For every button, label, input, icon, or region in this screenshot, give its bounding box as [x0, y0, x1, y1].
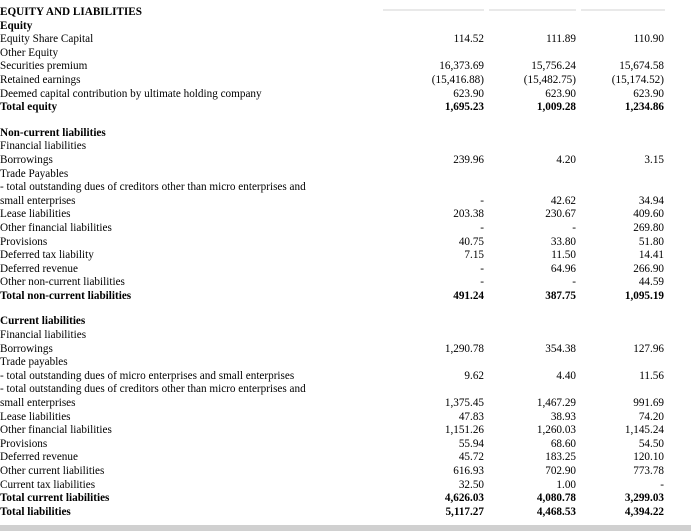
row-label-nc-tp-other-line2: small enterprises: [0, 194, 76, 207]
table-row: [0, 424, 691, 438]
row-label-nc-lease-liabilities: Lease liabilities: [0, 208, 71, 221]
value-cl-current-tax-c1: 32.50: [458, 478, 484, 491]
total-row-current: [0, 492, 691, 506]
value-nc-borrowings-c1: 239.96: [453, 153, 484, 166]
row-label-total-equity: Total equity: [0, 101, 58, 114]
row-label-current-tax-liabilities: Current tax liabilities: [0, 478, 96, 491]
current-heading-row: [0, 315, 691, 329]
table-row: [0, 465, 691, 479]
table-row: [0, 222, 691, 236]
value-total-non-current-c1: 491.24: [453, 289, 484, 302]
table-row: [0, 195, 691, 209]
value-cl-other-c1: 616.93: [453, 465, 484, 477]
current-heading: Current liabilities: [0, 315, 86, 328]
table-row: [0, 383, 691, 397]
value-cl-provisions-c2: 68.60: [550, 437, 576, 450]
carried-rule-col3: [581, 9, 665, 11]
non-current-heading: Non-current liabilities: [0, 126, 106, 139]
value-nc-lease-c3: 409.60: [633, 208, 664, 221]
row-label-deemed-capital-contribution: Deemed capital contribution by ultimate holding company: [0, 87, 262, 100]
row-label-other-current-liabilities: Other current liabilities: [0, 465, 105, 477]
value-nc-lease-c2: 230.67: [545, 208, 576, 221]
equity-and-liabilities-table: [0, 6, 691, 519]
value-cl-provisions-c1: 55.94: [458, 437, 484, 450]
table-row: [0, 397, 691, 411]
row-label-securities-premium: Securities premium: [0, 60, 88, 73]
value-cl-deferred-revenue-c1: 45.72: [458, 451, 484, 464]
table-row: [0, 140, 691, 154]
value-cl-borrowings-c2: 354.38: [545, 342, 576, 355]
table-row: [0, 411, 691, 425]
row-label-cl-provisions: Provisions: [0, 437, 48, 450]
value-cl-deferred-revenue-c2: 183.25: [545, 451, 576, 464]
value-nc-tp-other-c3: 34.94: [638, 194, 664, 207]
value-total-current-c3: 3,299.03: [624, 492, 664, 505]
row-label-cl-other-financial: Other financial liabilities: [0, 424, 112, 437]
table-row: [0, 60, 691, 74]
table-row: [0, 88, 691, 102]
row-label-cl-tp-micro: - total outstanding dues of micro enterprises and small enterprises: [0, 369, 295, 382]
value-share-capital-c1: 114.52: [453, 33, 484, 46]
row-label-cl-trade-payables: Trade payables: [0, 356, 68, 369]
non-current-heading-row: [0, 127, 691, 141]
value-nc-other-financial-c1: -: [480, 221, 484, 234]
row-label-nc-trade-payables: Trade Payables: [0, 167, 69, 180]
row-label-other-equity: Other Equity: [0, 46, 59, 59]
page-cutoff-band: [0, 525, 691, 531]
table-row: [0, 208, 691, 222]
value-share-capital-c2: 111.89: [546, 33, 576, 46]
table-row: [0, 343, 691, 357]
row-label-deferred-tax-liability: Deferred tax liability: [0, 249, 94, 262]
value-cl-tp-micro-c2: 4.40: [556, 369, 576, 382]
table-row: [0, 236, 691, 250]
table-row: [0, 451, 691, 465]
row-label-cl-financial-liabilities: Financial liabilities: [0, 329, 87, 342]
balance-sheet-page: [0, 6, 691, 531]
carried-rule-col2: [489, 9, 576, 11]
value-cl-borrowings-c1: 1,290.78: [444, 342, 484, 355]
table-row: [0, 370, 691, 384]
value-nc-provisions-c1: 40.75: [458, 235, 484, 248]
spacer-row: [0, 303, 691, 315]
value-cl-tp-other-c1: 1,375.45: [444, 397, 484, 410]
value-nc-deferred-revenue-c3: 266.90: [633, 262, 664, 275]
table-row: [0, 181, 691, 195]
value-cl-tp-other-c2: 1,467.29: [536, 397, 576, 410]
value-cl-lease-c1: 47.83: [458, 410, 484, 423]
value-cl-other-financial-c1: 1,151.26: [444, 424, 484, 437]
table-row: [0, 47, 691, 61]
value-retained-earnings-c1: (15,416.88): [431, 73, 484, 86]
value-cl-tp-micro-c1: 9.62: [464, 369, 484, 382]
table-row: [0, 329, 691, 343]
value-nc-deferred-tax-c1: 7.15: [464, 249, 484, 262]
value-total-liabilities-c2: 4,468.53: [536, 505, 576, 518]
row-label-total-liabilities: Total liabilities: [0, 505, 71, 518]
value-securities-premium-c1: 16,373.69: [439, 60, 484, 73]
table-row: [0, 249, 691, 263]
value-cl-other-financial-c2: 1,260.03: [536, 424, 576, 437]
value-cl-current-tax-c3: -: [660, 478, 664, 491]
table-row: [0, 438, 691, 452]
value-retained-earnings-c3: (15,174.52): [611, 73, 664, 86]
value-nc-other-financial-c2: -: [572, 221, 576, 234]
total-row-liabilities: [0, 506, 691, 520]
row-label-total-current: Total current liabilities: [0, 492, 110, 505]
row-label-nc-other-financial: Other financial liabilities: [0, 221, 112, 234]
row-label-retained-earnings: Retained earnings: [0, 73, 81, 86]
row-label-nc-financial-liabilities: Financial liabilities: [0, 140, 87, 153]
equity-heading-row: [0, 20, 691, 34]
table-row: [0, 33, 691, 47]
value-cl-other-financial-c3: 1,145.24: [624, 424, 664, 437]
value-nc-other-c1: -: [480, 276, 484, 289]
value-nc-provisions-c3: 51.80: [638, 235, 664, 248]
value-total-non-current-c3: 1,095.19: [624, 289, 664, 302]
value-cl-tp-other-c3: 991.69: [633, 397, 664, 410]
value-cl-tp-micro-c3: 11.56: [639, 369, 664, 382]
value-nc-lease-c1: 203.38: [453, 208, 484, 221]
value-nc-deferred-tax-c3: 14.41: [638, 249, 664, 262]
row-label-total-non-current: Total non-current liabilities: [0, 289, 132, 302]
row-label-nc-provisions: Provisions: [0, 235, 48, 248]
value-nc-deferred-revenue-c1: -: [480, 262, 484, 275]
value-retained-earnings-c2: (15,482.75): [523, 73, 576, 86]
value-nc-deferred-revenue-c2: 64.96: [550, 262, 576, 275]
table-row: [0, 263, 691, 277]
value-nc-tp-other-c2: 42.62: [550, 194, 576, 207]
table-row: [0, 479, 691, 493]
value-nc-deferred-tax-c2: 11.50: [551, 249, 576, 262]
value-deemed-capital-c2: 623.90: [545, 87, 576, 100]
equity-heading: Equity: [0, 19, 33, 32]
total-row-equity: [0, 101, 691, 115]
value-nc-other-c3: 44.59: [638, 276, 664, 289]
row-label-cl-tp-other-line1: - total outstanding dues of creditors other than micro enterprises and: [0, 383, 306, 396]
value-nc-tp-other-c1: -: [480, 194, 484, 207]
value-cl-deferred-revenue-c3: 120.10: [633, 451, 664, 464]
row-label-cl-borrowings: Borrowings: [0, 342, 53, 355]
value-securities-premium-c3: 15,674.58: [619, 60, 664, 73]
value-nc-other-financial-c3: 269.80: [633, 221, 664, 234]
value-cl-lease-c3: 74.20: [638, 410, 664, 423]
value-total-current-c2: 4,080.78: [536, 492, 576, 505]
carried-rule-col1: [383, 9, 484, 11]
value-cl-other-c2: 702.90: [545, 465, 576, 477]
value-total-equity-c2: 1,009.28: [536, 101, 576, 114]
total-row-non-current: [0, 290, 691, 304]
value-cl-provisions-c3: 54.50: [638, 437, 664, 450]
value-total-liabilities-c3: 4,394.22: [624, 505, 664, 518]
table-row: [0, 356, 691, 370]
value-cl-other-c3: 773.78: [633, 465, 664, 477]
value-nc-other-c2: -: [572, 276, 576, 289]
value-total-non-current-c2: 387.75: [545, 289, 576, 302]
section-title: EQUITY AND LIABILITIES: [0, 6, 142, 18]
table-row: [0, 276, 691, 290]
row-label-equity-share-capital: Equity Share Capital: [0, 33, 94, 46]
carried-over-rules: [0, 6, 691, 12]
row-label-other-non-current-liabilities: Other non-current liabilities: [0, 276, 125, 289]
table-row: [0, 74, 691, 88]
table-row: [0, 168, 691, 182]
value-total-liabilities-c1: 5,117.27: [445, 505, 484, 518]
value-cl-borrowings-c3: 127.96: [633, 342, 664, 355]
value-cl-lease-c2: 38.93: [550, 410, 576, 423]
value-nc-provisions-c2: 33.80: [550, 235, 576, 248]
row-label-nc-tp-other-line1: - total outstanding dues of creditors other than micro enterprises and: [0, 181, 306, 194]
spacer-row: [0, 115, 691, 127]
value-total-current-c1: 4,626.03: [444, 492, 484, 505]
row-label-cl-lease-liabilities: Lease liabilities: [0, 410, 71, 423]
row-label-cl-tp-other-line2: small enterprises: [0, 397, 76, 410]
value-total-equity-c1: 1,695.23: [444, 101, 484, 114]
row-label-cl-deferred-revenue: Deferred revenue: [0, 451, 78, 464]
value-share-capital-c3: 110.90: [633, 33, 664, 46]
value-securities-premium-c2: 15,756.24: [531, 60, 576, 73]
value-total-equity-c3: 1,234.86: [624, 101, 664, 114]
row-label-nc-borrowings: Borrowings: [0, 153, 53, 166]
value-cl-current-tax-c2: 1.00: [556, 478, 576, 491]
table-row: [0, 154, 691, 168]
value-nc-borrowings-c3: 3.15: [644, 153, 664, 166]
row-label-nc-deferred-revenue: Deferred revenue: [0, 262, 78, 275]
value-deemed-capital-c3: 623.90: [633, 87, 664, 100]
value-nc-borrowings-c2: 4.20: [556, 153, 576, 166]
value-deemed-capital-c1: 623.90: [453, 87, 484, 100]
